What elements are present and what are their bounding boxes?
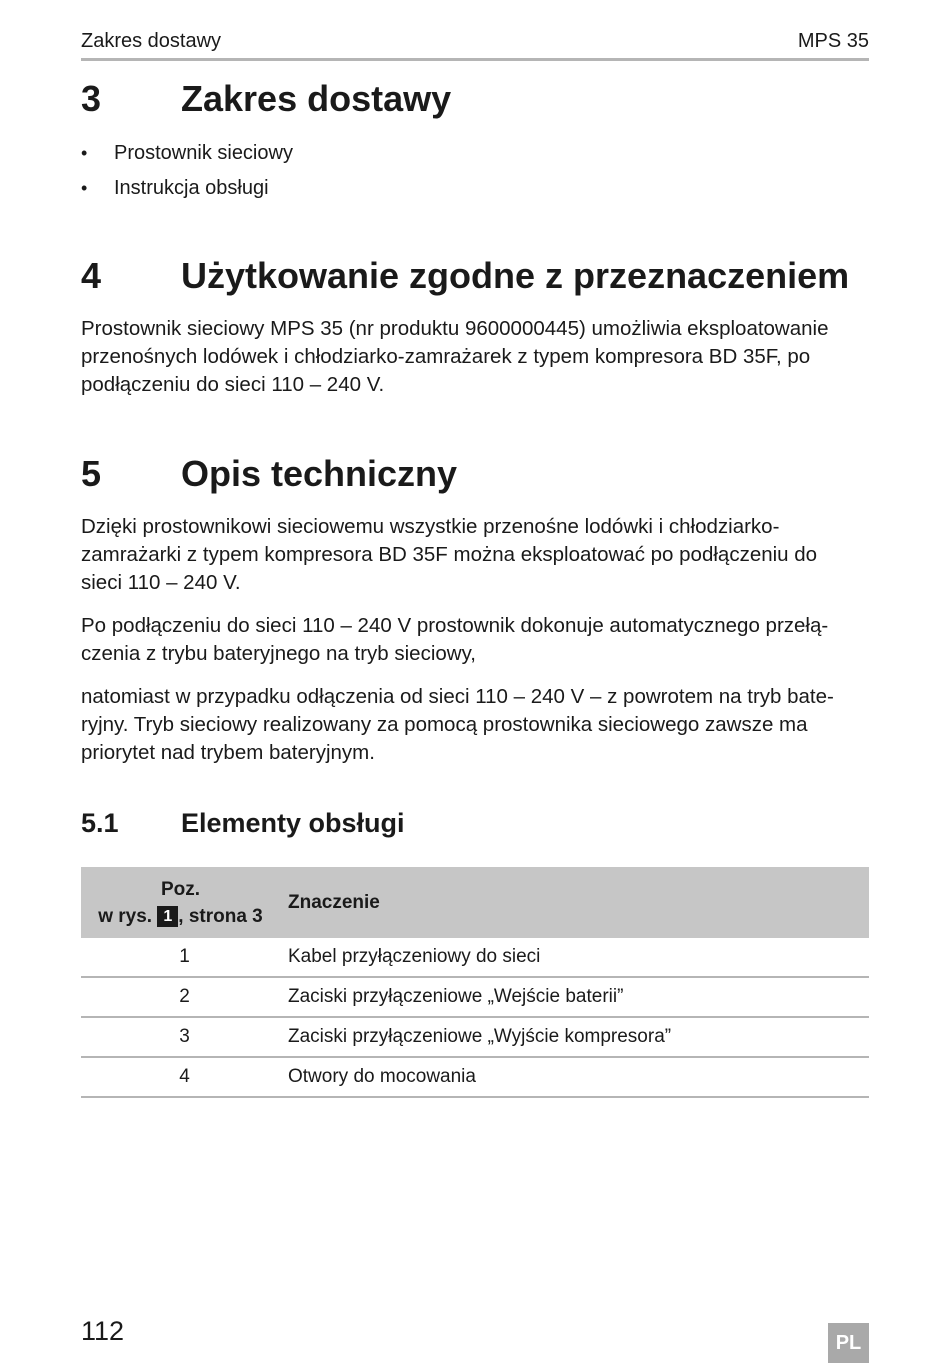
language-tab: PL: [828, 1323, 869, 1363]
position-header-line: Poz.: [160, 878, 201, 900]
section-5-1-heading: [81, 808, 405, 839]
controls-table: [81, 867, 869, 1098]
row-position: 3: [81, 1017, 288, 1057]
section-number: 5: [81, 453, 102, 494]
intended-use-paragraph: [81, 315, 871, 399]
row-meaning: Kabel przyłączeniowy do sieci: [288, 938, 869, 977]
paragraph-line: priorytet nad trybem bateryjnym.: [81, 741, 375, 764]
technical-description-paragraph-2: [81, 612, 871, 668]
position-column-header: [81, 867, 288, 938]
section-title: Opis techniczny: [181, 453, 458, 494]
bullet-icon: •: [81, 178, 88, 198]
paragraph-line: przenośnych lodówek i chłodziarko-zamrażarek z typem kompresora BD 35F, po: [81, 345, 811, 368]
paragraph-line: podłączeniu do sieci 110 – 240 V.: [81, 373, 385, 396]
row-meaning: Otwory do mocowania: [288, 1057, 869, 1097]
section-number: 3: [81, 78, 102, 119]
row-position: 2: [81, 977, 288, 1017]
page-number: 112: [81, 1316, 125, 1346]
table-header-row: [81, 867, 869, 938]
table-row: [81, 1057, 869, 1097]
position-header-suffix: , strona 3: [178, 905, 263, 927]
delivery-list: [81, 136, 293, 206]
section-number: 4: [81, 255, 102, 296]
meaning-column-header: Znaczenie: [288, 867, 869, 938]
section-4-heading: [81, 255, 849, 297]
running-header-title: Zakres dostawy: [81, 30, 222, 52]
row-meaning: Zaciski przyłączeniowe „Wejście baterii”: [288, 977, 869, 1017]
section-3-heading: [81, 78, 451, 120]
figure-number-badge: 1: [157, 906, 178, 927]
running-header: [81, 30, 869, 61]
section-title: Elementy obsługi: [181, 808, 405, 838]
paragraph-line: ryjny. Tryb sieciowy realizowany za pomocą prostownika sieciowego zawsze ma: [81, 713, 808, 736]
list-item-label: Prostownik sieciowy: [114, 142, 293, 164]
paragraph-line: sieci 110 – 240 V.: [81, 571, 241, 594]
paragraph-line: Po podłączeniu do sieci 110 – 240 V prostownik dokonuje automatycznego przełą-: [81, 614, 829, 637]
row-position: 1: [81, 938, 288, 977]
running-header-model: MPS 35: [797, 30, 869, 52]
bullet-icon: •: [81, 143, 88, 163]
position-header-prefix: w rys.: [98, 905, 153, 927]
technical-description-paragraph-1: [81, 513, 871, 597]
paragraph-line: natomiast w przypadku odłączenia od sieci 110 – 240 V – z powrotem na tryb bate-: [81, 685, 834, 708]
section-title: Zakres dostawy: [181, 78, 452, 119]
list-item: [81, 171, 293, 206]
table-row: [81, 977, 869, 1017]
section-5-heading: [81, 453, 457, 495]
row-meaning: Zaciski przyłączeniowe „Wyjście kompresora”: [288, 1017, 869, 1057]
list-item: [81, 136, 293, 171]
row-position: 4: [81, 1057, 288, 1097]
section-title: Użytkowanie zgodne z przeznaczeniem: [181, 255, 850, 296]
technical-description-paragraph-3: [81, 683, 871, 767]
paragraph-line: zamrażarki z typem kompresora BD 35F można eksploatować po podłączeniu do: [81, 543, 818, 566]
paragraph-line: czenia z trybu bateryjnego na tryb sieciowy,: [81, 642, 477, 665]
section-number: 5.1: [81, 808, 119, 838]
paragraph-line: Dzięki prostownikowi sieciowemu wszystkie przenośne lodówki i chłodziarko-: [81, 515, 780, 538]
list-item-label: Instrukcja obsługi: [114, 177, 269, 199]
table-row: [81, 938, 869, 977]
paragraph-line: Prostownik sieciowy MPS 35 (nr produktu 9600000445) umożliwia eksploatowanie: [81, 317, 829, 340]
table-row: [81, 1017, 869, 1057]
